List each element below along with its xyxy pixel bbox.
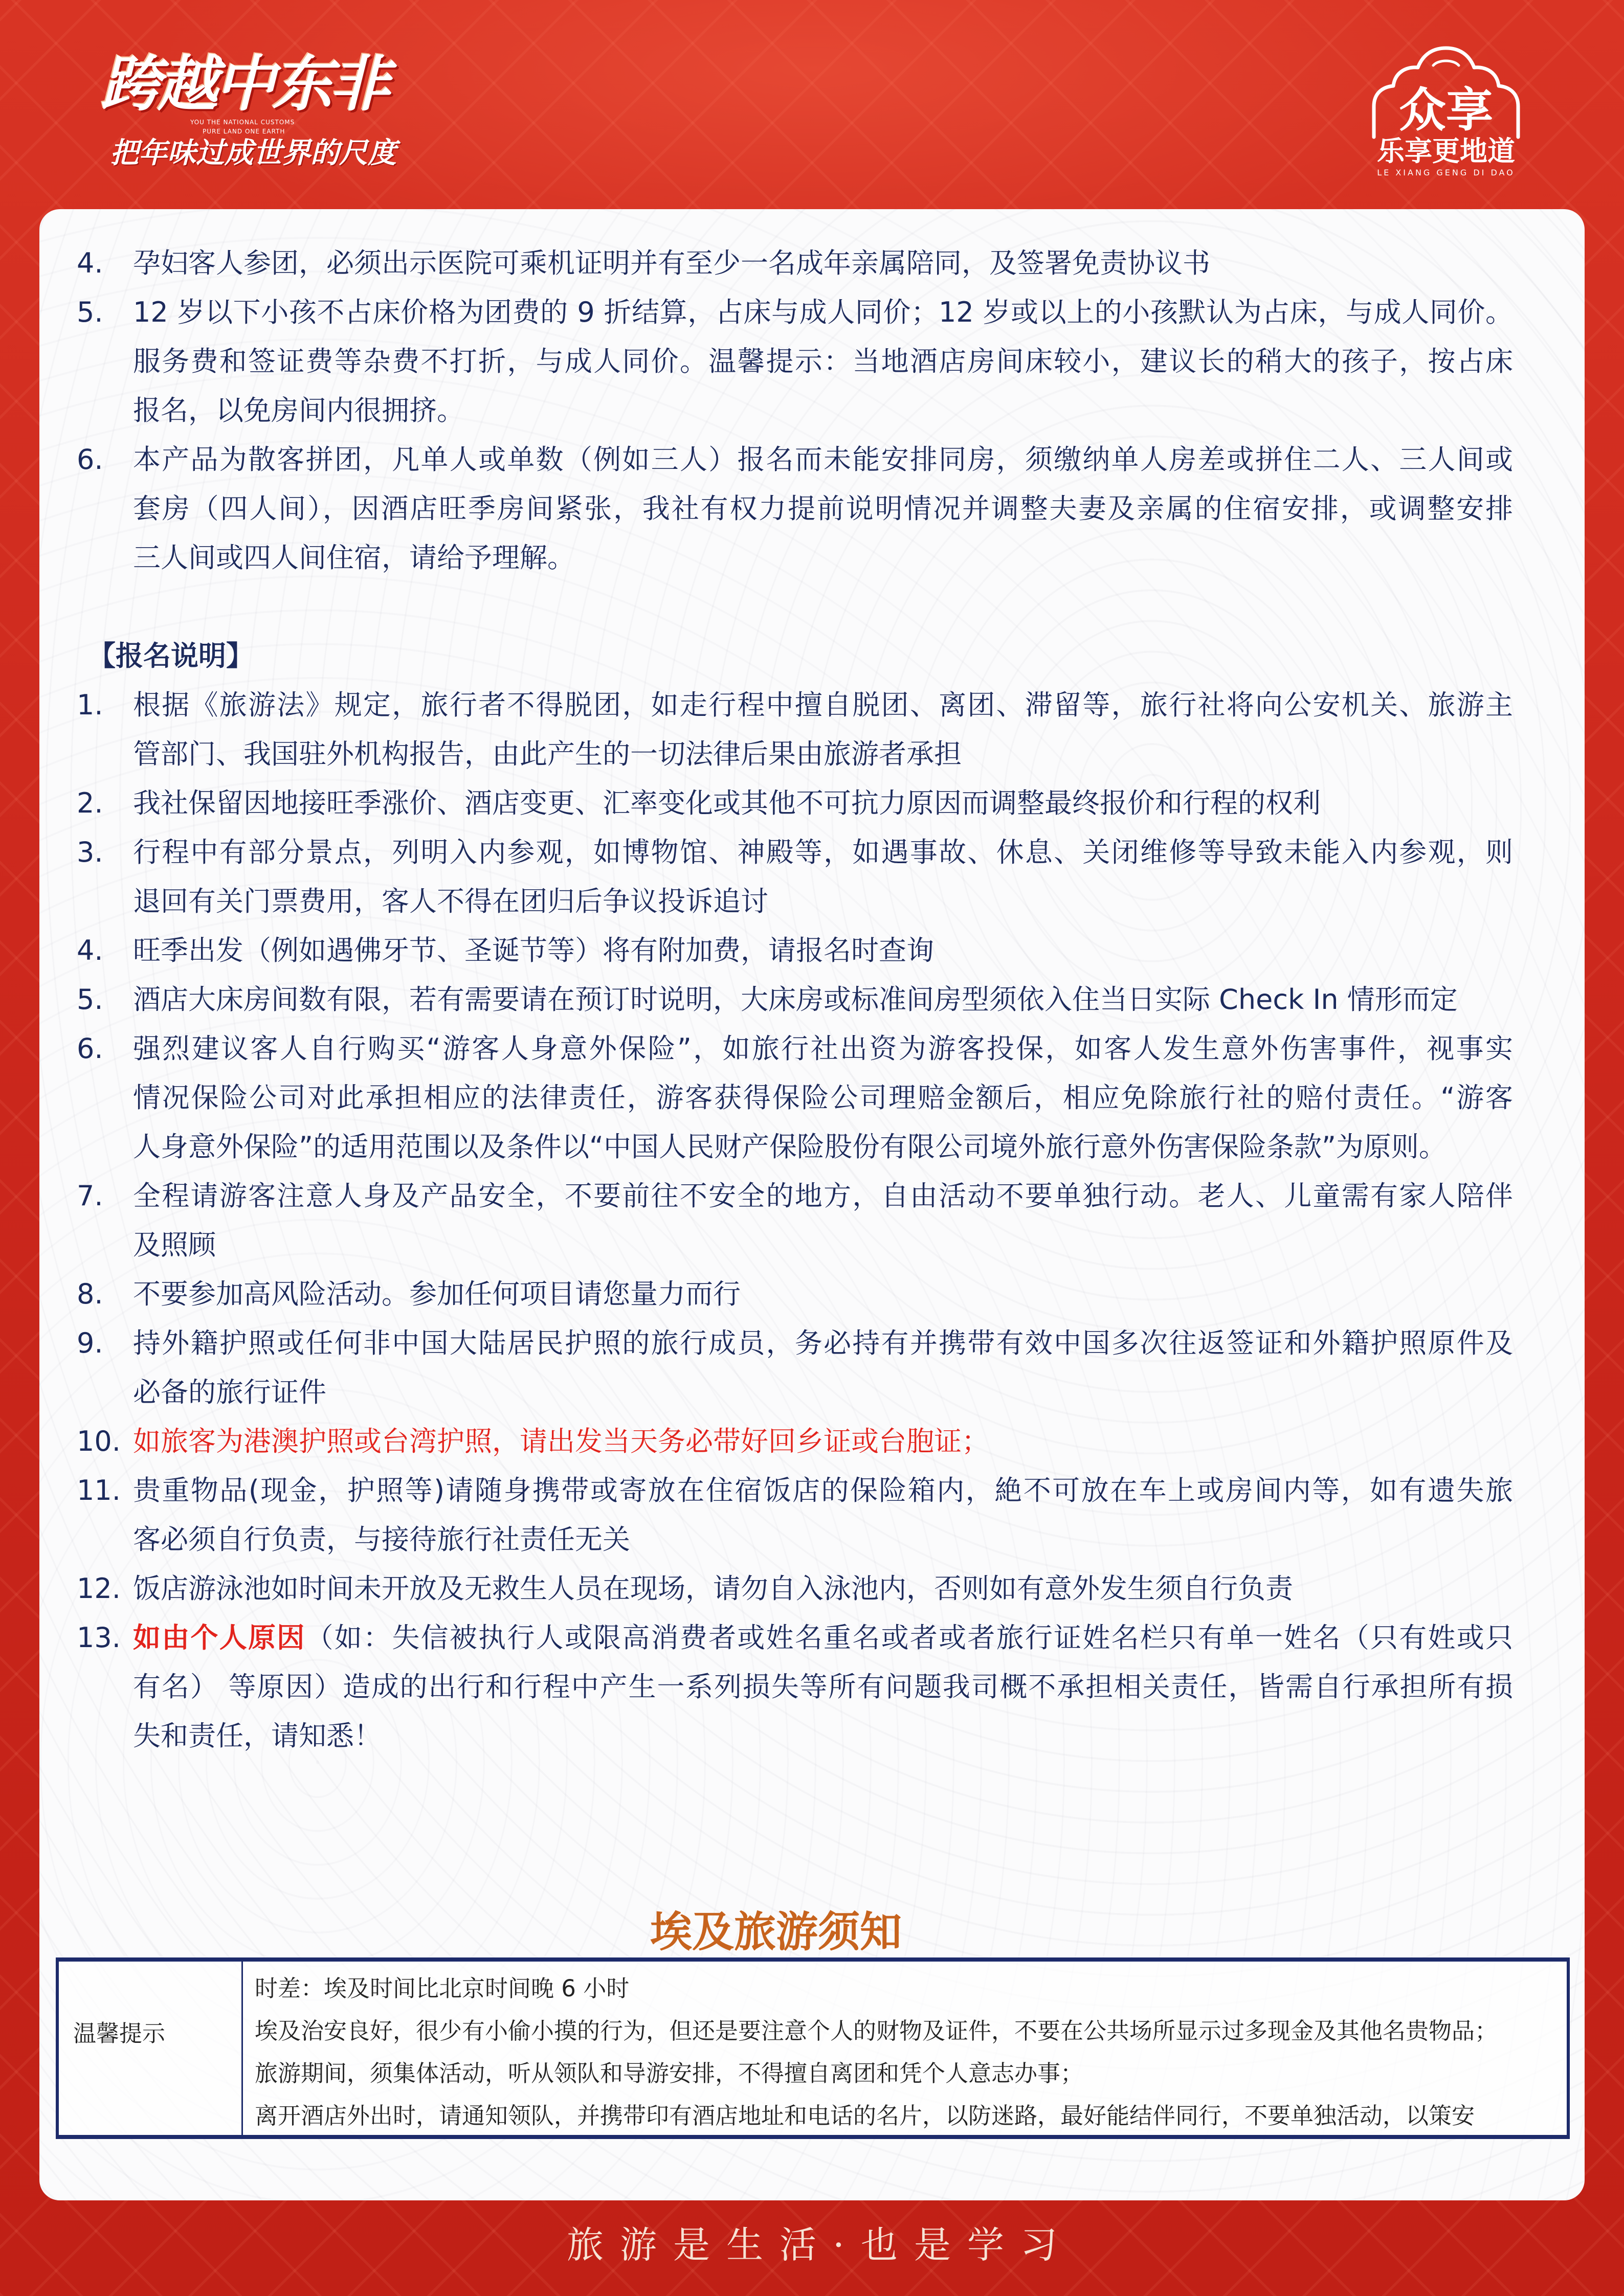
item-text-line: 行程中有部分景点，列明入内参观，如博物馆、神殿等，如遇事故、休息、关闭维修等导致未能入内参观，则 [133,836,1513,868]
item-text-line: 三人间或四人间住宿，请给予理解。 [133,542,575,574]
list-item [77,779,1513,828]
table-content-cell [243,1962,1567,2135]
list-item [77,1024,1513,1172]
item-text [133,1172,1513,1270]
item-text-line: 我社保留因地接旺季涨价、酒店变更、汇率变化或其他不可抗力原因而调整最终报价和行程的权利 [133,787,1321,819]
item-text-line: 管部门、我国驻外机构报告，由此产生的一切法律后果由旅游者承担 [133,738,962,770]
brand-pinyin: LE XIANG GENG DI DAO [1377,168,1515,177]
list-item [77,926,1513,975]
item-text [133,1564,1513,1613]
notice-title: 埃及旅游须知 [650,1908,902,1956]
item-number: 11. [77,1474,121,1506]
item-text-line: 强烈建议客人自行购买“游客人身意外保险”，如旅行社出资为游客投保，如客人发生意外伤害事件，视事实 [133,1032,1513,1065]
item-text-line: 必备的旅行证件 [133,1376,326,1408]
item-text-line: 持外籍护照或任何非中国大陆居民护照的旅行成员，务必持有并携带有效中国多次往返签证和外籍护照原件及 [133,1327,1513,1359]
item-text-line: 全程请游客注意人身及产品安全，不要前往不安全的地方，自由活动不要单独行动。老人、儿童需有家人陪伴 [133,1180,1513,1212]
header-logo-left [100,51,407,174]
table-text-line: 旅游期间，须集体活动，听从领队和导游安排，不得擅自离团和凭个人意志办事； [255,2060,1084,2087]
item-text [133,1270,1513,1319]
item-text [133,239,1513,288]
item-text [133,1024,1513,1172]
item-number: 7. [77,1180,103,1212]
item-text-line: 有名） 等原因）造成的出行和行程中产生一系列损失等所有问题我司概不承担相关责任，皆需自行承担所有损 [133,1671,1513,1703]
item-number: 10. [77,1425,121,1457]
notice-list [77,239,1513,1761]
item-text-line: 贵重物品(现金，护照等)请随身携带或寄放在住宿饭店的保险箱内，絶不可放在车上或房间内等，如有遗失旅 [133,1474,1513,1506]
item-number: 13. [77,1622,121,1654]
item-text-line: 退回有关门票费用，客人不得在团归后争议投诉追讨 [133,885,768,917]
item-text [133,1417,1513,1466]
header-logo-right [1367,45,1525,183]
item-number: 1. [77,689,103,721]
logo-english-line: PURE LAND ONE EARTH [203,128,285,135]
item-text [133,926,1513,975]
item-text-line: 根据《旅游法》规定，旅行者不得脱团，如走行程中擅自脱团、离团、滞留等，旅行社将向公安机关、旅游主 [133,689,1513,721]
item-text-line: 本产品为散客拼团，凡单人或单数（例如三人）报名而未能安排同房，须缴纳单人房差或拼住二人、三人间或 [133,443,1513,476]
brand-name: 众享 [1398,83,1493,138]
list-item [77,1417,1513,1466]
table-label-cell: 温馨提示 [59,1962,243,2135]
item-text [133,1319,1513,1417]
item-text-line: 客必须自行负责，与接待旅行社责任无关 [133,1523,630,1556]
section-heading: 【报名说明】 [88,640,254,672]
table-text-line: 离开酒店外出时，请通知领队，并携带印有酒店地址和电话的名片，以防迷路，最好能结伴同行，不要单独活动，以策安 [255,2102,1475,2129]
list-item [77,1564,1513,1613]
item-text-line [133,1613,1513,1662]
item-number: 5. [77,983,103,1016]
item-number: 2. [77,787,103,819]
item-text-line: 旺季出发（例如遇佛牙节、圣诞节等）将有附加费，请报名时查询 [133,934,934,966]
item-text-line: 情况保险公司对此承担相应的法律责任，游客获得保险公司理赔金额后，相应免除旅行社的赔付责任。“游客 [133,1082,1513,1114]
list-item [77,1466,1513,1564]
logo-english-line: YOU THE NATIONAL CUSTOMS [190,119,295,126]
highlighted-text: 如由个人原因 [133,1622,306,1654]
item-text-line: 及照顾 [133,1229,216,1261]
item-text-line: 人身意外保险”的适用范围以及条件以“中国人民财产保险股份有限公司境外旅行意外伤害保险条款”为原则。 [133,1131,1447,1163]
item-text-line: 饭店游泳池如时间未开放及无救生人员在现场，请勿自入泳池内，否则如有意外发生须自行负责 [133,1572,1293,1605]
item-number: 5. [77,296,103,328]
item-text [133,681,1513,779]
item-number: 4. [77,934,103,966]
list-item [77,1270,1513,1319]
item-text [133,288,1513,435]
item-text-line: 套房（四人间），因酒店旺季房间紧张，我社有权力提前说明情况并调整夫妻及亲属的住宿安排，或调整安排 [133,492,1513,525]
list-item [77,1172,1513,1270]
item-number: 9. [77,1327,103,1359]
footer-slogan: 旅游是生活·也是学习 [567,2223,1074,2266]
item-text [133,828,1513,926]
item-text-line: 报名，以免房间内很拥挤。 [133,394,464,426]
list-item [77,975,1513,1024]
item-number: 12. [77,1572,121,1605]
item-text [133,975,1513,1024]
list-item [77,435,1513,582]
item-text-line: 酒店大床房间数有限，若有需要请在预订时说明，大床房或标准间房型须依入住当日实际 Check In 情形而定 [133,983,1458,1016]
notice-table [56,1957,1570,2139]
table-text-line: 时差：埃及时间比北京时间晚 6 小时 [255,1975,630,2002]
item-number: 8. [77,1278,103,1310]
item-text-line: 12 岁以下小孩不占床价格为团费的 9 折结算，占床与成人同价；12 岁或以上的小孩默认为占床，与成人同价。 [133,296,1513,328]
list-item [77,828,1513,926]
item-number: 6. [77,443,103,476]
list-item [77,1319,1513,1417]
item-text [133,779,1513,828]
logo-title: 跨越中东非 [100,49,387,119]
list-item [77,288,1513,435]
item-number: 6. [77,1032,103,1065]
table-text-line: 埃及治安良好，很少有小偷小摸的行为，但还是要注意个人的财物及证件，不要在公共场所显示过多现金及其他名贵物品； [255,2017,1498,2044]
list-item [77,1613,1513,1761]
item-text-segment: （如：失信被执行人或限高消费者或姓名重名或者或者旅行证姓名栏只有单一姓名（只有姓或只 [305,1622,1514,1654]
item-text-line: 孕妇客人参团，必须出示医院可乘机证明并有至少一名成年亲属陪同，及签署免责协议书 [133,247,1210,279]
item-text [133,1613,1513,1761]
item-number: 3. [77,836,103,868]
list-item [77,239,1513,288]
item-text-line: 服务费和签证费等杂费不打折，与成人同价。温馨提示：当地酒店房间床较小，建议长的稍大的孩子，按占床 [133,345,1513,377]
item-text-line: 不要参加高风险活动。参加任何项目请您量力而行 [133,1278,741,1310]
logo-slogan: 把年味过成世界的尺度 [110,137,396,170]
item-text [133,435,1513,582]
spacer [77,582,1513,632]
item-number: 4. [77,247,103,279]
warning-text-line: 如旅客为港澳护照或台湾护照，请出发当天务必带好回乡证或台胞证； [133,1425,989,1457]
item-text [133,1466,1513,1564]
item-text-line: 失和责任，请知悉！ [133,1720,382,1752]
list-item [77,681,1513,779]
brand-tagline: 乐享更地道 [1377,135,1515,167]
